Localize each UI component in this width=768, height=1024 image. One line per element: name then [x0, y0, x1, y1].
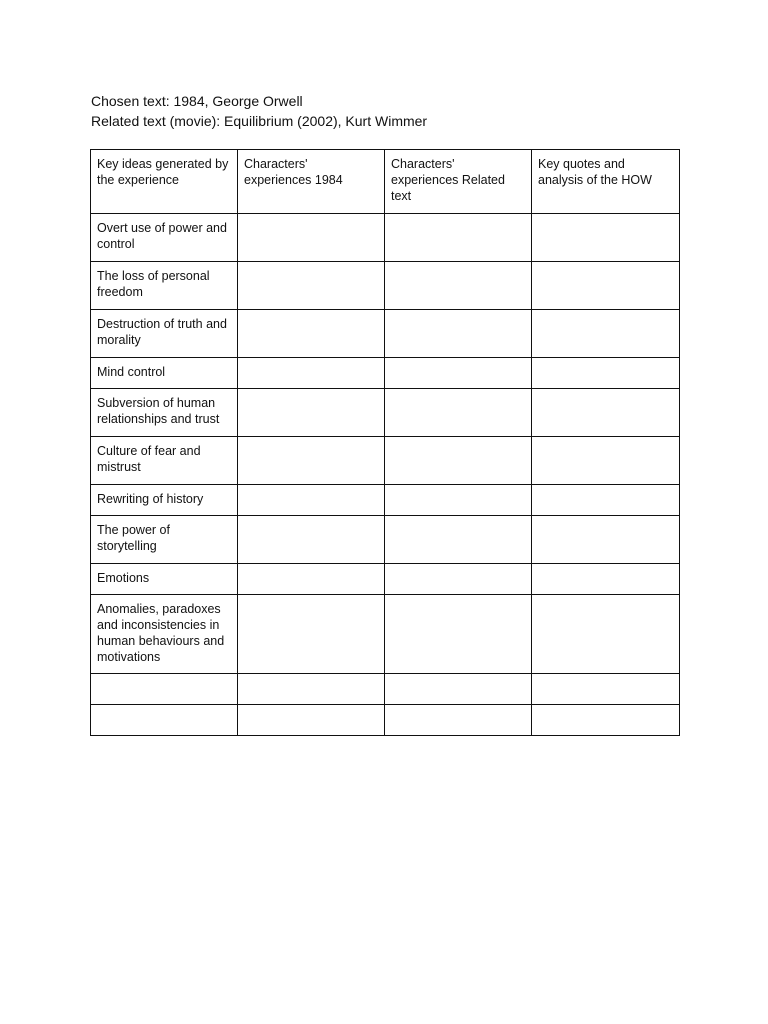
key-idea-cell: Destruction of truth and morality — [91, 310, 238, 358]
table-row — [91, 705, 680, 736]
key-idea-cell: Anomalies, paradoxes and inconsistencies in human behaviours and motivations — [91, 595, 238, 674]
experiences-1984-cell — [238, 214, 385, 262]
experiences-1984-cell — [238, 564, 385, 595]
experiences-related-cell — [385, 262, 532, 310]
table-row — [91, 262, 680, 310]
key-quotes-cell — [532, 705, 680, 736]
key-idea-cell: Subversion of human relationships and trust — [91, 389, 238, 437]
table-row — [91, 389, 680, 437]
header-key-ideas: Key ideas generated by the experience — [91, 150, 238, 214]
experiences-related-cell — [385, 214, 532, 262]
key-idea-cell: The power of storytelling — [91, 516, 238, 564]
experiences-related-cell — [385, 674, 532, 705]
experiences-related-cell — [385, 310, 532, 358]
key-idea-cell — [91, 705, 238, 736]
header-experiences-related: Characters' experiences Related text — [385, 150, 532, 214]
key-idea-cell — [91, 674, 238, 705]
experiences-related-cell — [385, 485, 532, 516]
key-quotes-cell — [532, 674, 680, 705]
experiences-1984-cell — [238, 358, 385, 389]
experiences-related-cell — [385, 595, 532, 674]
header-experiences-1984: Characters' experiences 1984 — [238, 150, 385, 214]
document-header — [91, 91, 427, 131]
experiences-1984-cell — [238, 595, 385, 674]
table-row — [91, 595, 680, 674]
key-quotes-cell — [532, 595, 680, 674]
experiences-1984-cell — [238, 674, 385, 705]
table-row — [91, 564, 680, 595]
table-row — [91, 214, 680, 262]
experiences-1984-cell — [238, 437, 385, 485]
table-header-row — [91, 150, 680, 214]
key-quotes-cell — [532, 389, 680, 437]
key-idea-cell: Emotions — [91, 564, 238, 595]
key-quotes-cell — [532, 214, 680, 262]
analysis-table — [90, 149, 680, 736]
key-quotes-cell — [532, 437, 680, 485]
table-row — [91, 358, 680, 389]
chosen-text-line: Chosen text: 1984, George Orwell — [91, 93, 303, 109]
key-quotes-cell — [532, 310, 680, 358]
table-row — [91, 485, 680, 516]
key-idea-cell: Overt use of power and control — [91, 214, 238, 262]
experiences-related-cell — [385, 437, 532, 485]
related-text-line: Related text (movie): Equilibrium (2002), Kurt Wimmer — [91, 113, 428, 129]
experiences-related-cell — [385, 389, 532, 437]
experiences-1984-cell — [238, 705, 385, 736]
key-idea-cell: Culture of fear and mistrust — [91, 437, 238, 485]
table-row — [91, 516, 680, 564]
table-row — [91, 674, 680, 705]
table-row — [91, 437, 680, 485]
key-quotes-cell — [532, 485, 680, 516]
table-row — [91, 310, 680, 358]
experiences-1984-cell — [238, 516, 385, 564]
key-quotes-cell — [532, 516, 680, 564]
experiences-1984-cell — [238, 389, 385, 437]
experiences-1984-cell — [238, 485, 385, 516]
key-quotes-cell — [532, 262, 680, 310]
experiences-1984-cell — [238, 262, 385, 310]
key-idea-cell: Rewriting of history — [91, 485, 238, 516]
experiences-related-cell — [385, 516, 532, 564]
header-key-quotes: Key quotes and analysis of the HOW — [532, 150, 680, 214]
experiences-related-cell — [385, 358, 532, 389]
experiences-1984-cell — [238, 310, 385, 358]
key-quotes-cell — [532, 564, 680, 595]
experiences-related-cell — [385, 705, 532, 736]
experiences-related-cell — [385, 564, 532, 595]
key-idea-cell: The loss of personal freedom — [91, 262, 238, 310]
key-quotes-cell — [532, 358, 680, 389]
key-idea-cell: Mind control — [91, 358, 238, 389]
